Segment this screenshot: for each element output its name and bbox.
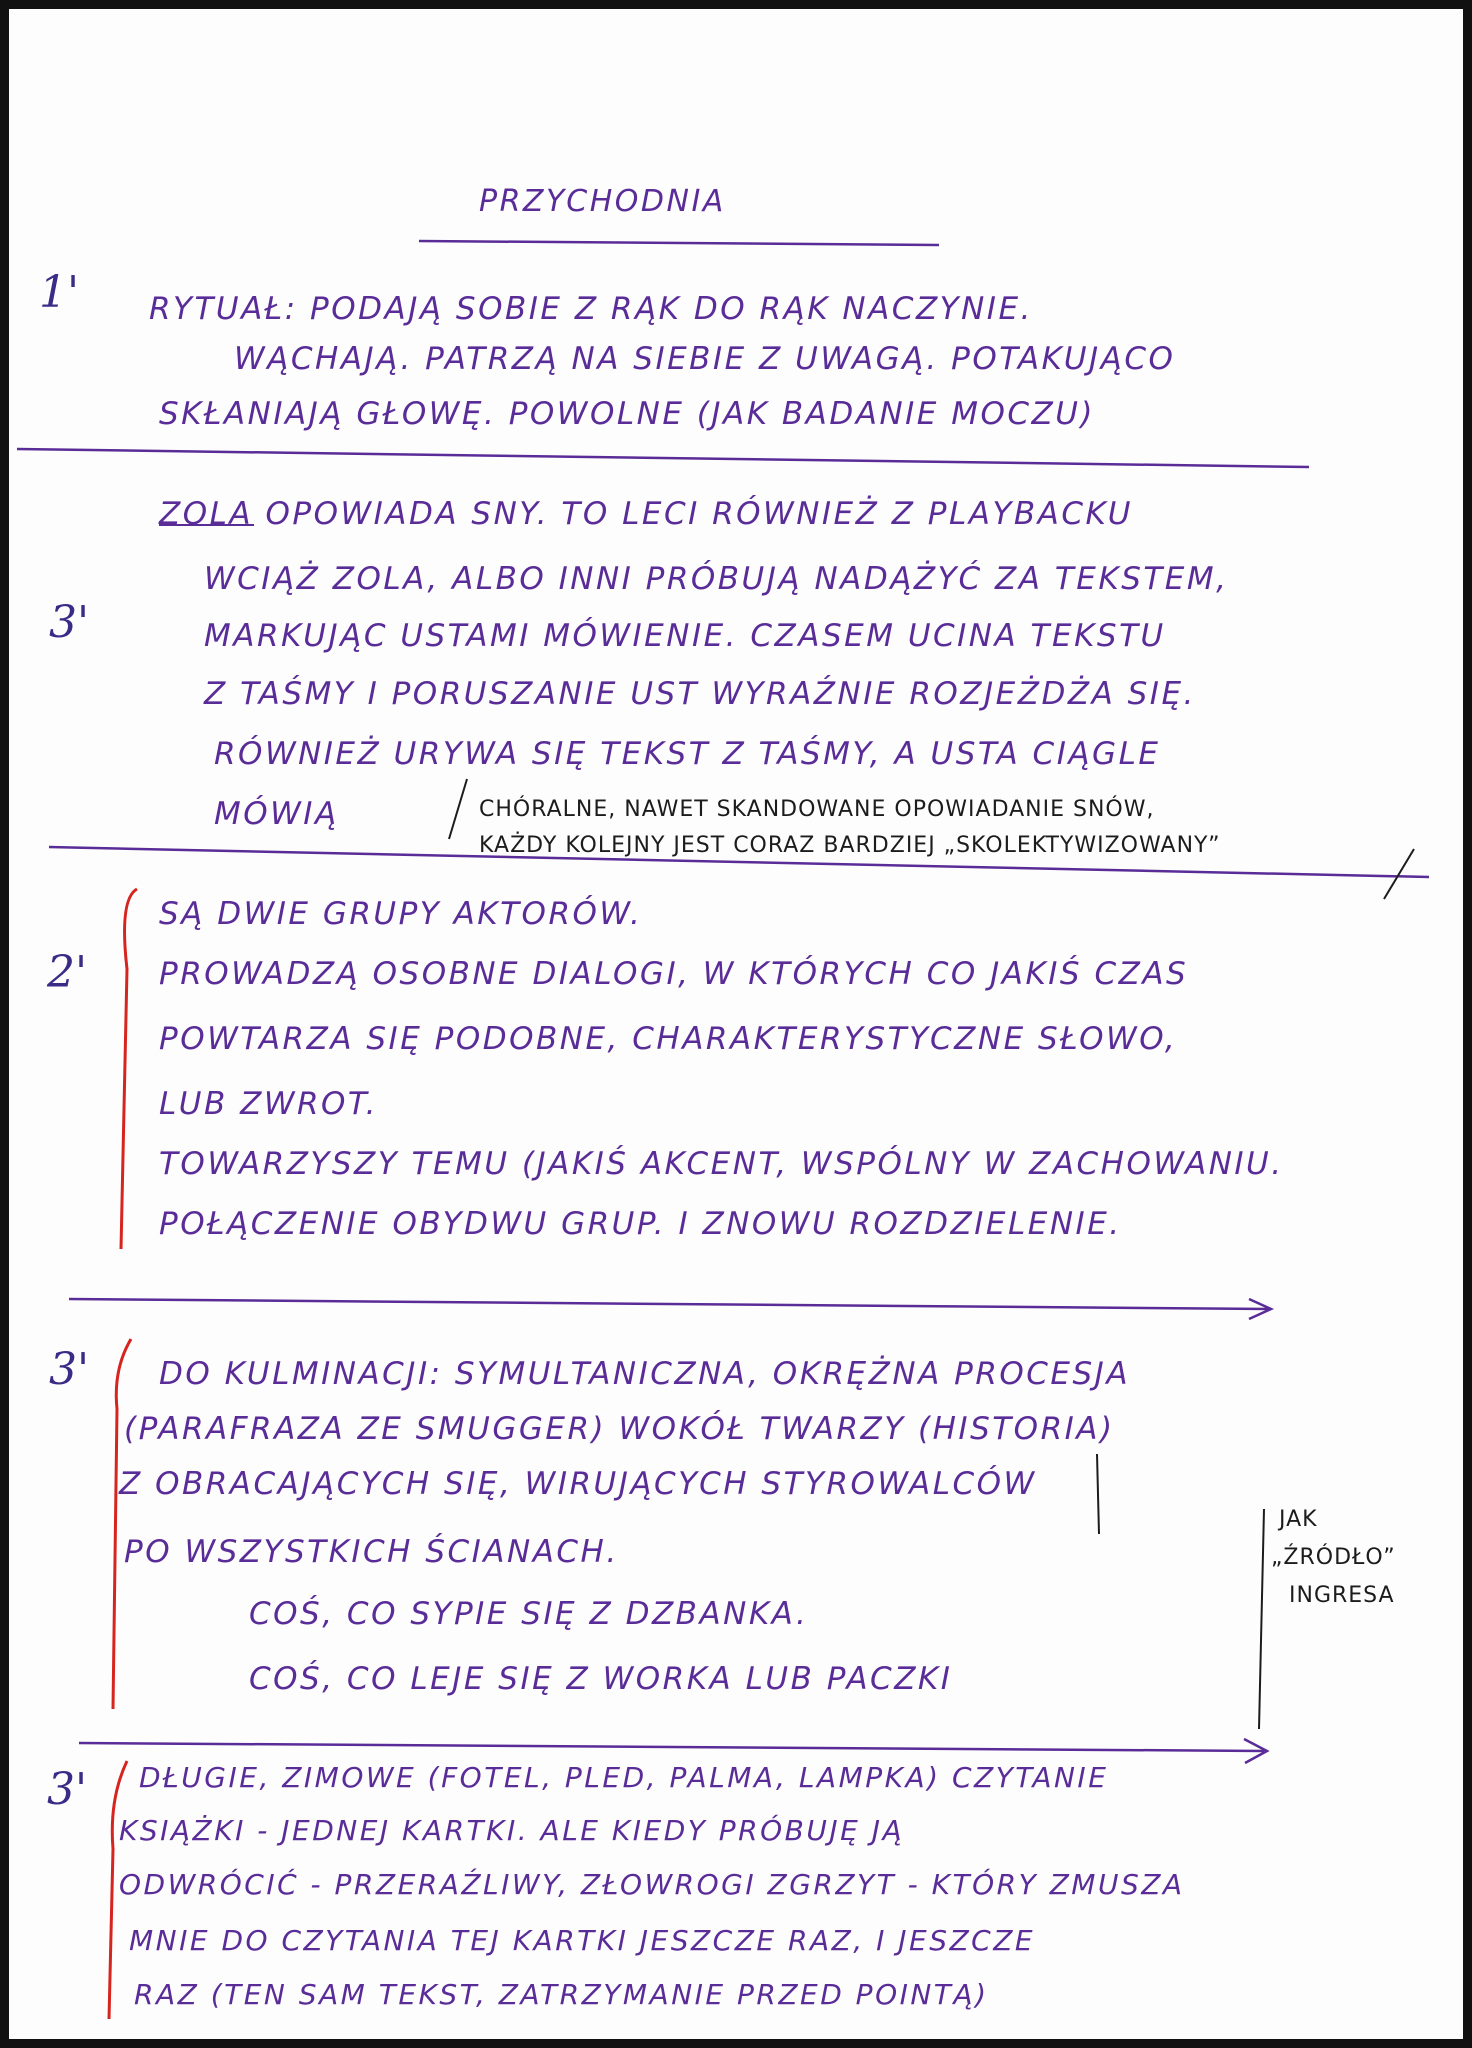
block-2-line-6: MÓWIĄ [214, 796, 339, 832]
block-2-line-2: WCIĄŻ ZOLA, ALBO INNI PRÓBUJĄ NADĄŻYĆ ZA TEKSTEM, [204, 561, 1229, 597]
block-5-line-4: MNIE DO CZYTANIA TEJ KARTKI JESZCZE RAZ, I JESZCZE [129, 1924, 1036, 1957]
block-5-line-5: RAZ (TEN SAM TEKST, ZATRZYMANIE PRZED POINTĄ) [134, 1978, 989, 2011]
block-1-line-2: WĄCHAJĄ. PATRZĄ NA SIEBIE Z UWAGĄ. POTAKUJĄCO [234, 341, 1176, 377]
block-4-line-6: COŚ, CO LEJE SIĘ Z WORKA LUB PACZKI [249, 1661, 953, 1697]
pencil-tick [1097, 1454, 1099, 1534]
block-5-line-1: DŁUGIE, ZIMOWE (FOTEL, PLED, PALMA, LAMPKA) CZYTANIE [139, 1761, 1109, 1794]
block-3-line-6: POŁĄCZENIE OBYDWU GRUP. I ZNOWU ROZDZIELENIE. [159, 1206, 1122, 1242]
block-2-line-1: ZOLA OPOWIADA SNY. TO LECI RÓWNIEŻ Z PLAYBACKU [159, 496, 1133, 532]
block-4-line-5: COŚ, CO SYPIE SIĘ Z DZBANKA. [249, 1596, 809, 1632]
block-3-line-2: PROWADZĄ OSOBNE DIALOGI, W KTÓRYCH CO JAKIŚ CZAS [159, 956, 1189, 992]
divider-1 [17, 449, 1309, 467]
block-4-line-2: (PARAFRAZA ZE SMUGGER) WOKÓŁ TWARZY (HISTORIA) [124, 1411, 1115, 1447]
divider-3-arrow [69, 1299, 1271, 1319]
insert-mark-left [449, 779, 467, 839]
block-4-line-1: DO KULMINACJI: SYMULTANICZNA, OKRĘŻNA PROCESJA [159, 1356, 1131, 1392]
margin-note-line-2: „ŹRÓDŁO” [1271, 1545, 1396, 1570]
block-2-duration: 3' [49, 597, 90, 648]
block-1-line-1: RYTUAŁ: PODAJĄ SOBIE Z RĄK DO RĄK NACZYNIE. [149, 291, 1033, 327]
block-2-insert-1: CHÓRALNE, NAWET SKANDOWANE OPOWIADANIE SNÓW, [479, 797, 1155, 822]
block-4-duration: 3' [49, 1344, 90, 1395]
margin-note-line-3: INGRESA [1289, 1583, 1395, 1608]
block-2-line-4: Z TAŚMY I PORUSZANIE UST WYRAŹNIE ROZJEŻDŻA SIĘ. [204, 676, 1196, 712]
red-bracket-3 [113, 1339, 131, 1709]
block-3-line-5: TOWARZYSZY TEMU (JAKIŚ AKCENT, WSPÓLNY W ZACHOWANIU. [159, 1146, 1284, 1182]
block-2-line-3: MARKUJĄC USTAMI MÓWIENIE. CZASEM UCINA TEKSTU [204, 618, 1166, 654]
title-underline [419, 241, 939, 245]
block-4-line-3: Z OBRACAJĄCYCH SIĘ, WIRUJĄCYCH STYROWALCÓW [119, 1466, 1037, 1502]
block-5-line-2: KSIĄŻKI - JEDNEJ KARTKI. ALE KIEDY PRÓBUJĘ JĄ [119, 1814, 905, 1847]
block-3-duration: 2' [47, 947, 88, 998]
divider-4-arrow [79, 1739, 1267, 1763]
block-3-line-4: LUB ZWROT. [159, 1086, 379, 1122]
block-5-line-3: ODWRÓCIĆ - PRZERAŹLIWY, ZŁOWROGI ZGRZYT - KTÓRY ZMUSZA [119, 1868, 1185, 1901]
block-1-line-3: SKŁANIAJĄ GŁOWĘ. POWOLNE (JAK BADANIE MOCZU) [159, 396, 1096, 432]
block-2-line-5: RÓWNIEŻ URYWA SIĘ TEKST Z TAŚMY, A USTA CIĄGLE [214, 736, 1161, 772]
block-5-duration: 3' [47, 1764, 88, 1815]
page-title: PRZYCHODNIA [479, 184, 726, 219]
block-4-line-4: PO WSZYSTKICH ŚCIANACH. [124, 1534, 619, 1570]
block-1-duration: 1' [39, 267, 80, 318]
block-2-insert-2: KAŻDY KOLEJNY JEST CORAZ BARDZIEJ „SKOLEKTYWIZOWANY” [479, 833, 1221, 858]
insert-mark-right [1384, 849, 1414, 899]
red-bracket-2 [121, 889, 137, 1249]
margin-note-line-1: JAK [1279, 1507, 1318, 1532]
manuscript-page [9, 9, 1463, 2039]
margin-bracket [1259, 1509, 1264, 1729]
block-3-line-1: SĄ DWIE GRUPY AKTORÓW. [159, 896, 643, 932]
block-3-line-3: POWTARZA SIĘ PODOBNE, CHARAKTERYSTYCZNE SŁOWO, [159, 1021, 1178, 1057]
